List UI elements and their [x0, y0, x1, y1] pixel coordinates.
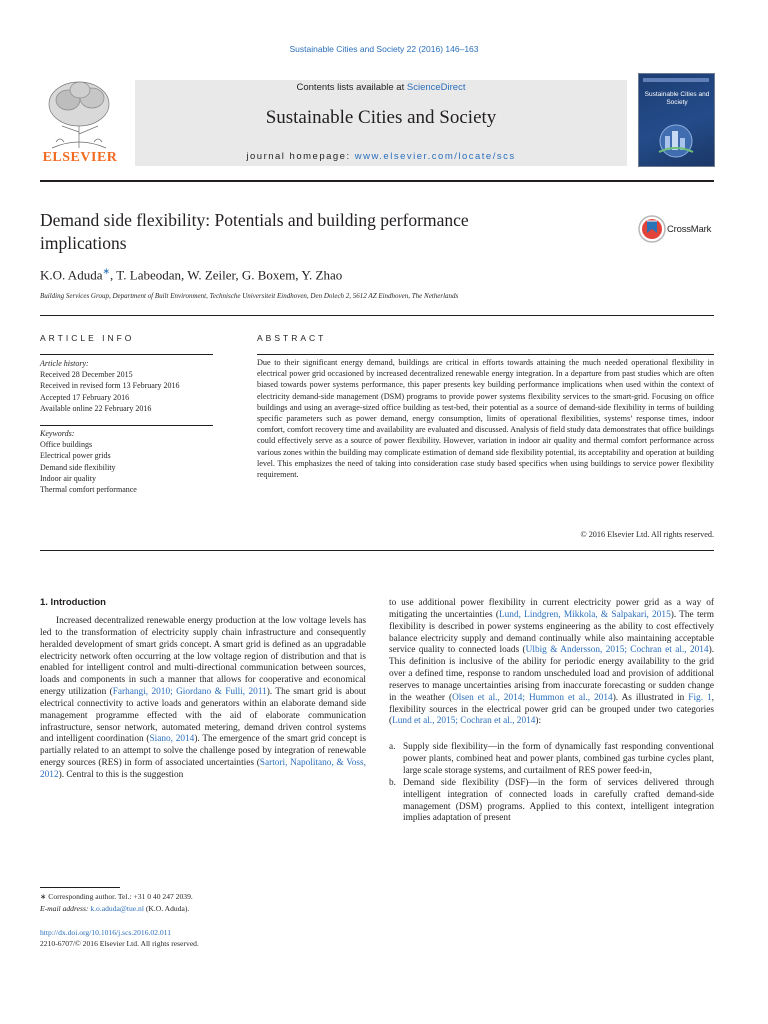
text-run: ). As illustrated in: [612, 692, 689, 703]
contents-line: [135, 82, 627, 93]
crossmark-icon: [638, 213, 666, 247]
citation-link[interactable]: Olsen et al., 2014; Hummon et al., 2014: [452, 692, 613, 703]
journal-homepage-link[interactable]: www.elsevier.com/locate/scs: [354, 151, 516, 162]
citation-link[interactable]: Ulbig & Andersson, 2015; Cochran et al., 2014: [525, 645, 709, 656]
journal-citation-link[interactable]: Sustainable Cities and Society 22 (2016) 146–163: [289, 44, 479, 54]
doi-link[interactable]: http://dx.doi.org/10.1016/j.scs.2016.02.011: [40, 928, 171, 937]
text-run: ). The emergence of the smart grid concept is partially related to an attempt to solve the challenge posed by integration of renewable energy sources (RES) in form of associated uncertainties (: [40, 734, 366, 769]
text-run: , flexibility sources in the electrical power grid can be grouped under two categories (: [389, 692, 714, 727]
history-item: Received in revised form 13 February 2016: [40, 381, 180, 391]
citation-link[interactable]: Sartori, Napolitano, & Voss, 2012: [40, 758, 366, 780]
history-item: Available online 22 February 2016: [40, 403, 152, 413]
citation-link[interactable]: Farhangi, 2010; Giordano & Fulli, 2011: [112, 687, 267, 698]
elsevier-wordmark: ELSEVIER: [42, 150, 118, 165]
list-item: [389, 742, 714, 778]
flexibility-list: [389, 742, 714, 825]
crossmark-label: CrossMark: [667, 224, 712, 235]
keyword-item: Office buildings: [40, 440, 93, 450]
paragraph: [40, 616, 366, 782]
list-item-text: Demand side flexibility (DSF)—in the form of services delivered through intelligent integration of connected loads in carefully crafted demand-side management (DSM) programs. Applied to this context, intelligent integration implies adaptation of present: [403, 777, 714, 824]
text-run: ). The term flexibility is described in power systems engineering as the ability to cost effectively balance electricity supply and demand continually while also maintaining acceptable service quality to connected loads (: [389, 609, 714, 656]
header-divider: [40, 180, 714, 182]
text-run: Increased decentralized renewable energy production at the low voltage levels has led to the transformation of electricity supply chain infrastructure and consequently heralded development of smart grids concept. A smart grid is defined as an upgradable electricity network often occurring at the low voltage region of distribution and that is enabled for intelligent control and multi-directional communication between sources, loads and components in such a manner that allows for cooperative and economical energy utilization (: [40, 616, 366, 698]
homepage-prefix: journal homepage:: [246, 151, 355, 162]
list-item: [389, 778, 714, 825]
contents-prefix: Contents lists available at: [296, 82, 407, 93]
author-first: K.O. Aduda: [40, 267, 103, 283]
text-run: to use additional power flexibility in current electricity power grid as a way of mitigating the uncertainties (: [389, 598, 714, 620]
email-suffix: (K.O. Aduda).: [143, 904, 190, 913]
article-info-divider: [40, 354, 213, 355]
paragraph: [389, 598, 714, 728]
footnote-corresponding-author: ∗ Corresponding author. Tel.: +31 0 40 247 2039.: [40, 892, 193, 901]
keywords: [40, 428, 220, 495]
figure-link[interactable]: Fig. 1: [688, 692, 712, 703]
email-label: E-mail address:: [40, 904, 91, 913]
title-divider: [40, 315, 714, 316]
article-title-line2: implications: [40, 233, 127, 253]
history-item: Received 28 December 2015: [40, 370, 133, 380]
article-history: [40, 358, 220, 414]
keywords-divider: [40, 425, 213, 426]
footnote-email: [40, 904, 366, 915]
text-run: ). Central to this is the suggestion: [58, 769, 184, 780]
article-info-heading: ARTICLE INFO: [40, 333, 135, 343]
journal-title: Sustainable Cities and Society: [265, 107, 497, 128]
citation-link[interactable]: Lund et al., 2015; Cochran et al., 2014: [392, 716, 536, 727]
citation-link[interactable]: Siano, 2014: [149, 734, 195, 745]
author-email-link[interactable]: k.o.aduda@tue.nl: [90, 904, 144, 913]
affiliation: Building Services Group, Department of Built Environment, Technische Universiteit Eindhoven, Den Dolech 2, 5612 AZ Eindhoven, The Netherlands: [40, 292, 459, 300]
sciencedirect-link[interactable]: ScienceDirect: [406, 82, 466, 93]
keyword-item: Demand side flexibility: [40, 462, 116, 472]
cover-title: Sustainable Cities and Society: [644, 91, 710, 106]
history-item: Accepted 17 February 2016: [40, 392, 130, 402]
abstract-bottom-divider: [40, 550, 714, 551]
section-heading-introduction: 1. Introduction: [40, 597, 106, 608]
body-column-left: [40, 616, 366, 782]
abstract-heading: ABSTRACT: [257, 333, 327, 343]
keyword-item: Electrical power grids: [40, 451, 111, 461]
journal-homepage-line: [135, 151, 627, 162]
abstract-copyright: © 2016 Elsevier Ltd. All rights reserved.: [580, 530, 714, 539]
corresponding-author-mark[interactable]: ∗: [102, 266, 111, 276]
cover-city-icon: [651, 122, 701, 160]
cover-band: [643, 78, 709, 82]
keyword-item: Indoor air quality: [40, 473, 96, 483]
citation-link[interactable]: Lund, Lindgren, Mikkola, & Salpakari, 2015: [498, 609, 671, 620]
history-label: Article history:: [40, 359, 89, 368]
footnote-divider: [40, 887, 120, 888]
author-rest: , T. Labeodan, W. Zeiler, G. Boxem, Y. Zhao: [110, 267, 343, 283]
journal-cover-image[interactable]: [638, 73, 715, 167]
abstract-divider: [257, 354, 714, 355]
keywords-label: Keywords:: [40, 429, 75, 438]
body-column-right: [389, 598, 714, 825]
author-list: [40, 266, 342, 283]
text-run: ). The smart grid is about electrical connectivity to active loads and generators within an elaborate demand side management programme effected with the aid of elaborate communication infrastructure, sensor network, automated metering, demand driven control systems and intelligent coordination (: [40, 687, 366, 745]
list-item-text: Supply side flexibility—in the form of dynamically fast responding conventional power plants, combined heat and power plants, combined gas turbine cycles plant, large scale storage systems, and curtailment of RES power feed-in,: [403, 742, 714, 776]
crossmark-button[interactable]: [638, 213, 718, 247]
text-run: ):: [535, 716, 542, 727]
list-marker: b.: [389, 777, 396, 788]
text-run: ). This definition is inclusive of the ability for periodic energy availability to the grid over a defined time, response to random unscheduled load and provision of additional reserves to manage uncertainties arising from inaccurate forecasting or sudden change in the weather (: [389, 645, 715, 703]
list-marker: a.: [389, 742, 396, 753]
keyword-item: Thermal comfort performance: [40, 485, 137, 495]
abstract-text: Due to their significant energy demand, buildings are critical in efforts towards attaining the much needed operational flexibility in electrical power grid occasioned by increased decentralized renewable energy integration. In a departure from past studies which are often biased towards power systems performance, this paper presents key building performance implications when used within the context of electricity demand-side management (DSM) programs to provide power systems flexibility services to the smart-grid. Focusing on office buildings and using an average-sized office building as test-bed, their potential as a source of demand-side flexibility in terms of building specific parameters such as power demand, energy consumption, limits of operational flexibilities, systems’ response times, indoor comfort, comfort recovery time and availability are evaluated and discussed. Analysis of field study data demonstrates that office buildings could effectively serve as a source of power flexibility. However, variation in indoor air quality and thermal comfort performance across various zones within the building may complicate estimation of demand side flexibility potential, its acceptability and operation at building level. This emphasizes the need of taking into consideration case study based specifics when using buildings to service power flexibility requirement.: [257, 358, 714, 480]
article-title: [40, 209, 600, 255]
issn-copyright: 2210-6707/© 2016 Elsevier Ltd. All rights reserved.: [40, 939, 199, 948]
article-title-line1: Demand side flexibility: Potentials and building performance: [40, 210, 469, 230]
